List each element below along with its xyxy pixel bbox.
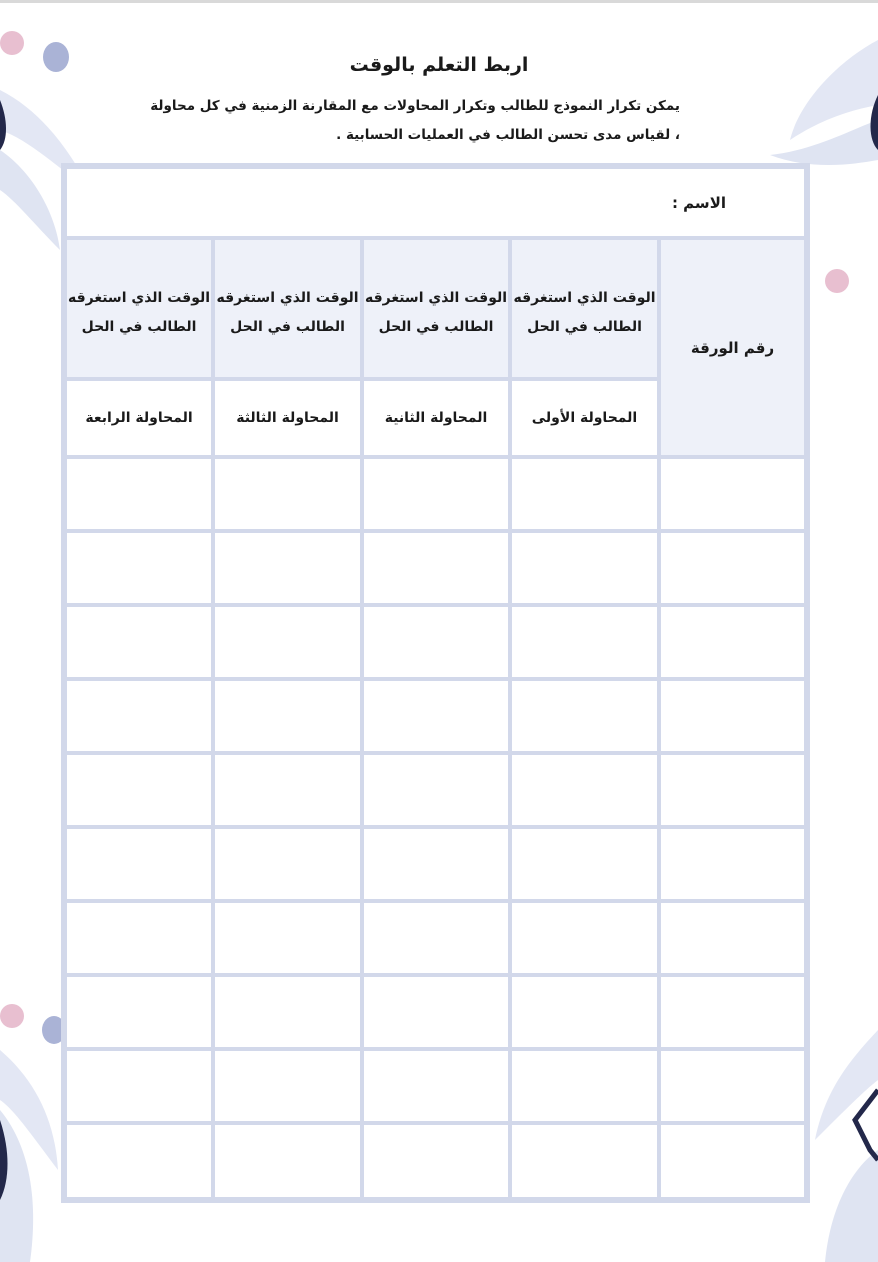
row-divider xyxy=(67,677,804,681)
attempt-2-header: المحاولة الثانية xyxy=(384,409,488,426)
time-header-attempt-2: الوقت الذي استغرقه الطالب في الحل xyxy=(364,290,508,335)
row-divider xyxy=(67,529,804,533)
attempt-1-header: المحاولة الأولى xyxy=(531,409,638,426)
name-row xyxy=(67,169,804,240)
row-divider xyxy=(67,603,804,607)
row-divider xyxy=(67,899,804,903)
leaf-decoration xyxy=(825,1150,878,1262)
time-header-attempt-3: الوقت الذي استغرقه الطالب في الحل xyxy=(216,290,359,335)
leaf-decoration xyxy=(0,150,60,250)
attempt-3-header: المحاولة الثالثة xyxy=(236,409,339,426)
dark-leaf-decoration xyxy=(855,1090,878,1160)
attempt-4-header: المحاولة الرابعة xyxy=(85,409,193,426)
leaf-decoration xyxy=(815,1030,878,1140)
row-divider xyxy=(67,751,804,755)
row-divider xyxy=(67,825,804,829)
timing-worksheet xyxy=(61,163,810,1203)
page-title: اربط التعلم بالوقت xyxy=(349,54,529,76)
paper-number-header: رقم الورقة xyxy=(690,339,775,357)
row-divider xyxy=(67,973,804,977)
row-divider xyxy=(67,1047,804,1051)
row-divider xyxy=(67,1121,804,1125)
pink-dot-decoration xyxy=(825,269,849,293)
leaf-decoration xyxy=(770,120,878,165)
time-header-attempt-1: الوقت الذي استغرقه الطالب في الحل xyxy=(513,290,656,335)
pink-dot-decoration xyxy=(0,31,24,55)
name-label: الاسم : xyxy=(671,194,726,212)
pink-dot-decoration xyxy=(0,1004,24,1028)
instructions-text: يمكن تكرار النموذج للطالب وتكرار المحاولات مع المقارنة الزمنية في كل محاولة ، لقياس مدى تحسن الطالب في العمليات الحسابية . xyxy=(150,98,680,143)
time-header-attempt-4: الوقت الذي استغرقه الطالب في الحل xyxy=(67,290,211,335)
